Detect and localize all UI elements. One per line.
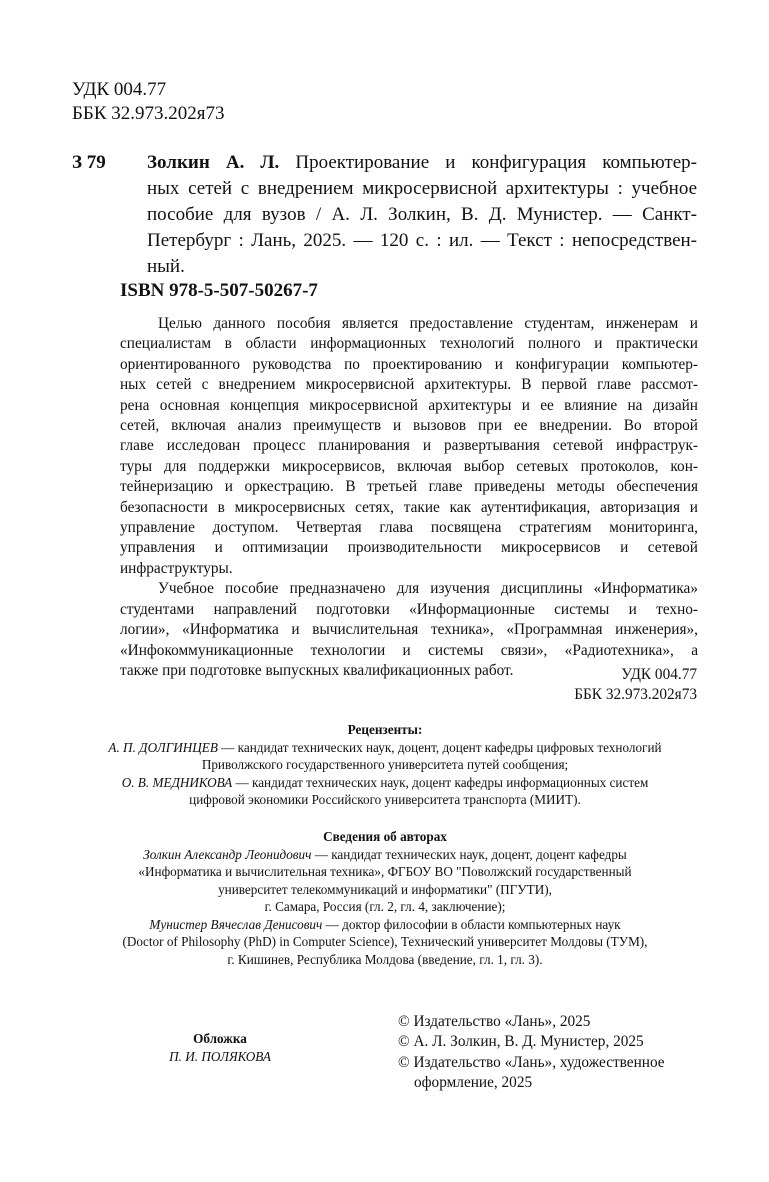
reviewer-entry-cont: Приволжского государственного университета путей сообщения;	[201, 757, 569, 772]
abstract-line: сетей, включая анализ преимуществ и вызовов при ее внедрении. Во второй	[120, 417, 698, 435]
isbn: ISBN 978-5-507-50267-7	[120, 280, 318, 301]
copyright-line: © Издательство «Лань», художественное	[398, 1053, 665, 1071]
abstract-line: Целью данного пособия является предоставление студентам, инженерам и	[158, 315, 698, 332]
author-mark: З 79	[72, 152, 106, 173]
author-name: Мунистер Вячеслав Денисович	[149, 916, 323, 932]
reviewer-name: А. П. ДОЛГИНЦЕВ	[108, 739, 218, 755]
author-entry: Мунистер Вячеслав Денисович — доктор философии в области компьютерных наук	[149, 916, 621, 932]
copyright-line: © Издательство «Лань», 2025	[398, 1013, 591, 1030]
abstract-line: управления и оптимизации производительности микросервисов и сетевой	[120, 539, 698, 557]
reviewer-entry: О. В. МЕДНИКОВА — кандидат технических наук, доцент кафедры информационных систем	[121, 774, 649, 790]
abstract-line: туры для поддержки микросервисов, включая выбор сетевых протоколов, кон-	[120, 457, 698, 475]
biblio-line: ный.	[147, 256, 185, 277]
abstract-line: рена основная концепция микросервисной архитектуры и ее влияние на дизайн	[120, 396, 698, 414]
abstract-line: главе исследован процесс планирования и развертывания сетевой инфраструк-	[120, 437, 698, 455]
author-name: Золкин Александр Леонидович	[143, 846, 312, 862]
reviewer-name: О. В. МЕДНИКОВА	[121, 774, 233, 790]
copyright-line: оформление, 2025	[414, 1074, 533, 1092]
bbk-code: ББК 32.973.202я73	[72, 103, 225, 124]
biblio-line	[147, 150, 697, 176]
abstract-line: тейнеризацию и оркестрацию. В третьей главе приведены методы обеспечения	[120, 478, 698, 496]
reviewers-section	[60, 721, 710, 809]
abstract	[120, 314, 698, 681]
abstract-line: ориентированного руководства по проектированию и конфигурации компьютер-	[120, 355, 698, 373]
author-heading: Золкин А. Л.	[147, 152, 280, 173]
copyright-notices	[398, 1012, 718, 1094]
abstract-line: специалистам в области информационных технологий полного и практически	[120, 335, 698, 353]
bbk-code: ББК 32.973.202я73	[574, 686, 697, 704]
abstract-line: «Инфокоммуникационные технологии и системы связи», «Радиотехника», а	[120, 641, 698, 659]
abstract-line: студентами направлений подготовки «Информационные системы и техно-	[120, 600, 698, 618]
author-entry: Золкин Александр Леонидович — кандидат технических наук, доцент, доцент кафедры	[143, 846, 627, 862]
biblio-line: пособие для вузов / А. Л. Золкин, В. Д. Мунистер. — Санкт-	[147, 204, 697, 225]
biblio-line: Петербург : Лань, 2025. — 120 с. : ил. — Текст : непосредствен-	[147, 230, 697, 251]
author-entry-cont: г. Самара, Россия (гл. 2, гл. 4, заключение);	[264, 899, 506, 914]
cover-designer: П. И. ПОЛЯКОВА	[169, 1049, 271, 1064]
author-entry-cont: (Doctor of Philosophy (PhD) in Computer Science), Технический университет Молдовы (ТУМ),	[122, 934, 648, 949]
cover-credit	[130, 1030, 310, 1066]
author-entry-cont: университет телекоммуникаций и информатики" (ПГУТИ),	[218, 881, 552, 897]
abstract-line: также при подготовке выпускных квалификационных работ.	[120, 661, 514, 679]
abstract-line: логии», «Информатика и вычислительная техника», «Программная инженерия»,	[120, 621, 698, 639]
author-entry-cont: «Информатика и вычислительная техника», ФГБОУ ВО "Поволжский государственный	[138, 864, 632, 879]
abstract-line: Учебное пособие предназначено для изучения дисциплины «Информатика»	[158, 580, 698, 598]
classification-codes-bottom	[574, 665, 697, 706]
classification-codes-top	[72, 78, 224, 126]
biblio-line-text: Проектирование и конфигурация компьютер-	[295, 152, 697, 173]
biblio-line: ных сетей с внедрением микросервисной архитектуры : учебное	[147, 178, 697, 199]
cover-heading: Обложка	[193, 1031, 247, 1046]
authors-section	[60, 828, 710, 968]
reviewer-entry-cont: цифровой экономики Российского университета транспорта (МИИТ).	[189, 792, 581, 807]
udk-code: УДК 004.77	[621, 666, 697, 683]
abstract-line: ных сетей с внедрением микросервисной архитектуры. В первой главе рассмот-	[120, 376, 698, 394]
abstract-line: управление доступом. Четвертая глава посвящена стратегиям мониторинга,	[120, 519, 698, 537]
copyright-line: © А. Л. Золкин, В. Д. Мунистер, 2025	[398, 1033, 644, 1051]
udk-code: УДК 004.77	[72, 79, 167, 100]
bibliographic-record	[147, 150, 697, 280]
reviewers-heading: Рецензенты:	[347, 722, 423, 737]
author-entry-cont: г. Кишинев, Республика Молдова (введение, гл. 1, гл. 3).	[227, 951, 543, 967]
authors-heading: Сведения об авторах	[323, 829, 447, 844]
abstract-line: инфраструктуры.	[120, 559, 233, 577]
abstract-line: безопасности в микросервисных сетях, такие как аутентификация, авторизация и	[120, 498, 698, 516]
reviewer-entry: А. П. ДОЛГИНЦЕВ — кандидат технических наук, доцент, доцент кафедры цифровых технологий	[108, 739, 662, 755]
